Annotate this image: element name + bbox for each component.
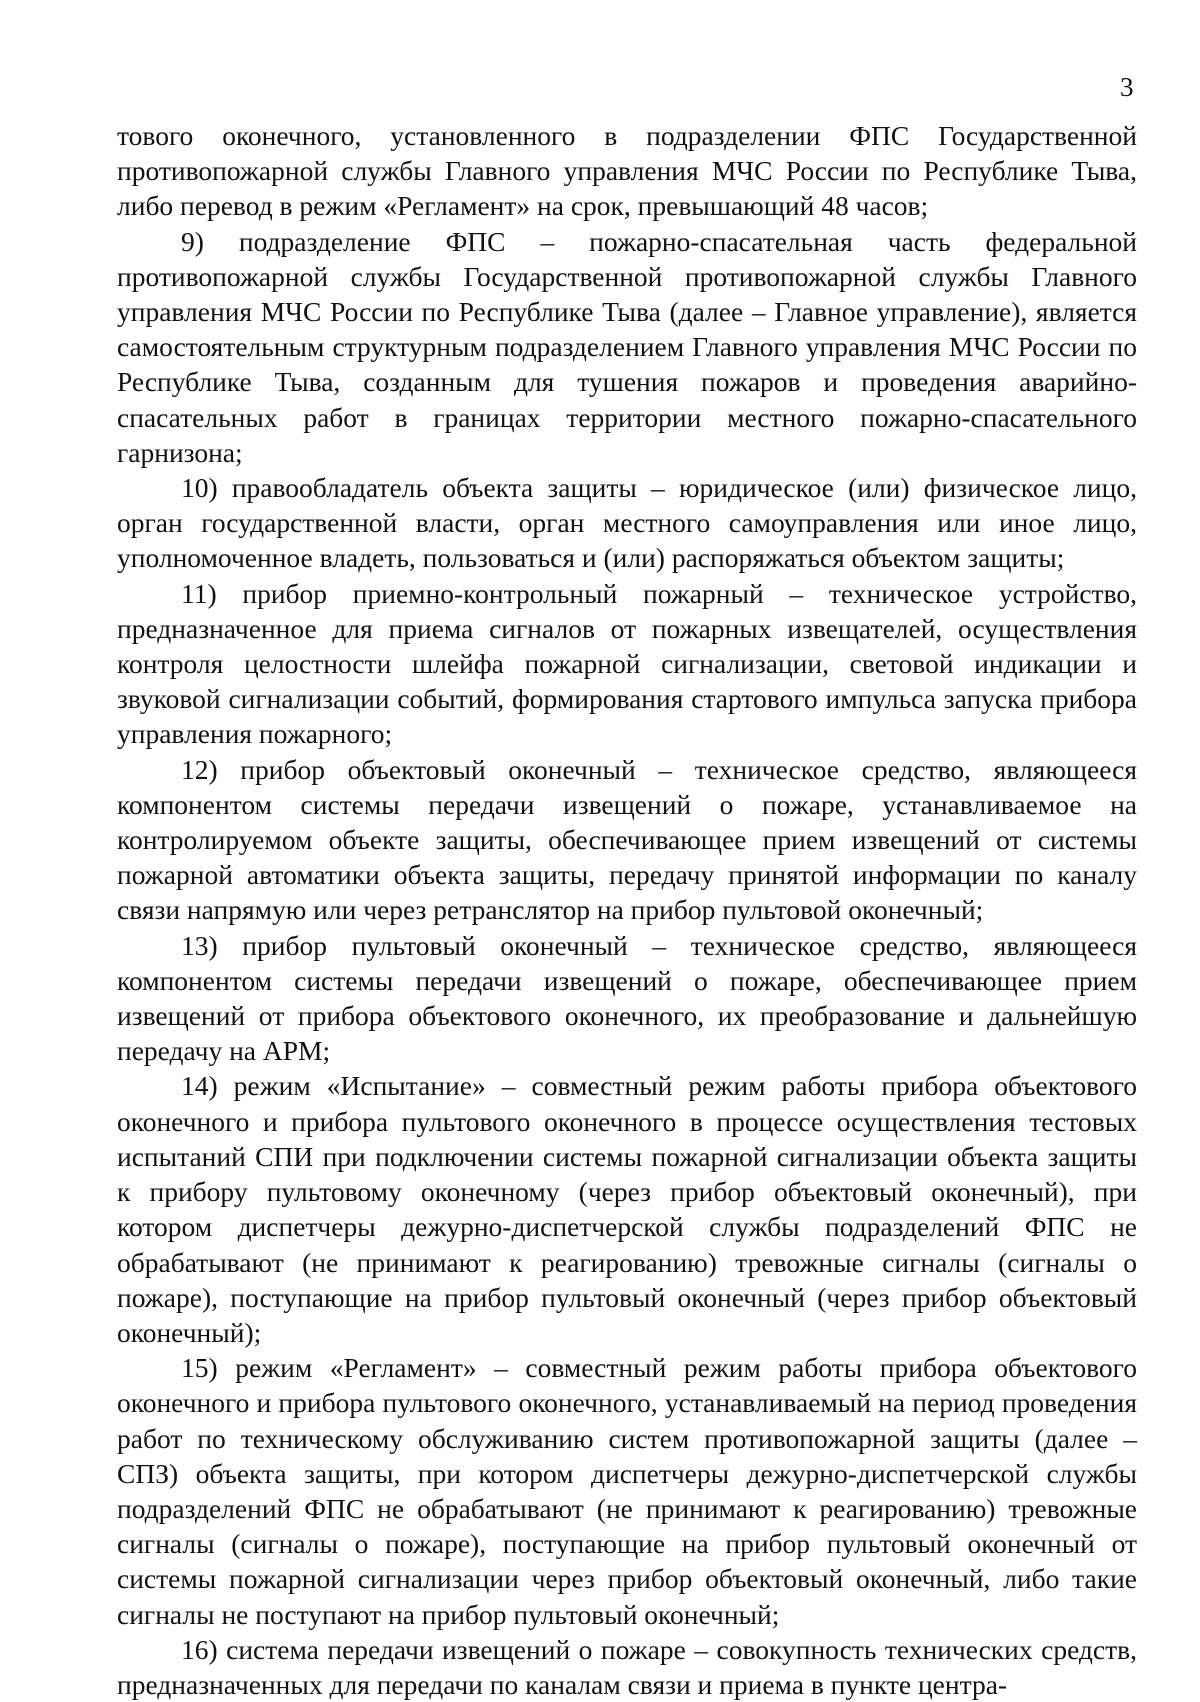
- paragraph-continuation: тового оконечного, установленного в подразделении ФПС Государственной противопожарной службы Главного управления МЧС России по Республике Тыва, либо перевод в режим «Регламент» на срок, превышающий 48 часов;: [117, 120, 1137, 222]
- definition-item-16: 16) система передачи извещений о пожаре – совокупность технических средств, предназначенных для передачи по каналам связи и приема в пункте центра-: [117, 1633, 1137, 1700]
- document-body: [117, 118, 1137, 1702]
- definition-item-12: 12) прибор объектовый оконечный – техническое средство, являющееся компонентом системы передачи извещений о пожаре, устанавливаемое на контролируемом объекте защиты, обеспечивающее прием извещений от системы пожарной автоматики объекта защиты, передачу принятой информации по каналу связи напрямую или через ретранслятор на прибор пультовой оконечный;: [117, 753, 1137, 926]
- definition-item-11: 11) прибор приемно-контрольный пожарный – техническое устройство, предназначенное для приема сигналов от пожарных извещателей, осуществления контроля целостности шлейфа пожарной сигнализации, световой индикации и звуковой сигнализации событий, формирования стартового импульса запуска прибора управления пожарного;: [117, 577, 1137, 750]
- definition-item-9: 9) подразделение ФПС – пожарно-спасательная часть федеральной противопожарной службы Государственной противопожарной службы Главного управления МЧС России по Республике Тыва (далее – Главное управление), является самостоятельным структурным подразделением Главного управления МЧС России по Республике Тыва, созданным для тушения пожаров и проведения аварийно-спасательных работ в границах территории местного пожарно-спасательного гарнизона;: [117, 225, 1137, 468]
- definition-item-15: 15) режим «Регламент» – совместный режим работы прибора объектового оконечного и прибора пультового оконечного, устанавливаемый на период проведения работ по техническому обслуживанию систем противопожарной защиты (далее – СПЗ) объекта защиты, при котором диспетчеры дежурно-диспетчерской службы подразделений ФПС не обрабатывают (не принимают к реагированию) тревожные сигналы (сигналы о пожаре), поступающие на прибор пультовый оконечный от системы пожарной сигнализации через прибор объектовый оконечный, либо такие сигналы не поступают на прибор пультовый оконечный;: [117, 1352, 1137, 1630]
- definition-item-13: 13) прибор пультовый оконечный – техническое средство, являющееся компонентом системы передачи извещений о пожаре, обеспечивающее прием извещений от прибора объектового оконечного, их преобразование и дальнейшую передачу на АРМ;: [117, 929, 1137, 1067]
- definition-item-14: 14) режим «Испытание» – совместный режим работы прибора объектового оконечного и прибора пультового оконечного в процессе осуществления тестовых испытаний СПИ при подключении системы пожарной сигнализации объекта защиты к прибору пультовому оконечному (через прибор объектовый оконечный), при котором диспетчеры дежурно-диспетчерской службы подразделений ФПС не обрабатывают (не принимают к реагированию) тревожные сигналы (сигналы о пожаре), поступающие на прибор пультовый оконечный (через прибор объектовый оконечный);: [117, 1070, 1137, 1348]
- definition-item-10: 10) правообладатель объекта защиты – юридическое (или) физическое лицо, орган государственной власти, орган местного самоуправления или иное лицо, уполномоченное владеть, пользоваться и (или) распоряжаться объектом защиты;: [117, 472, 1137, 574]
- page-number: 3: [1120, 72, 1134, 102]
